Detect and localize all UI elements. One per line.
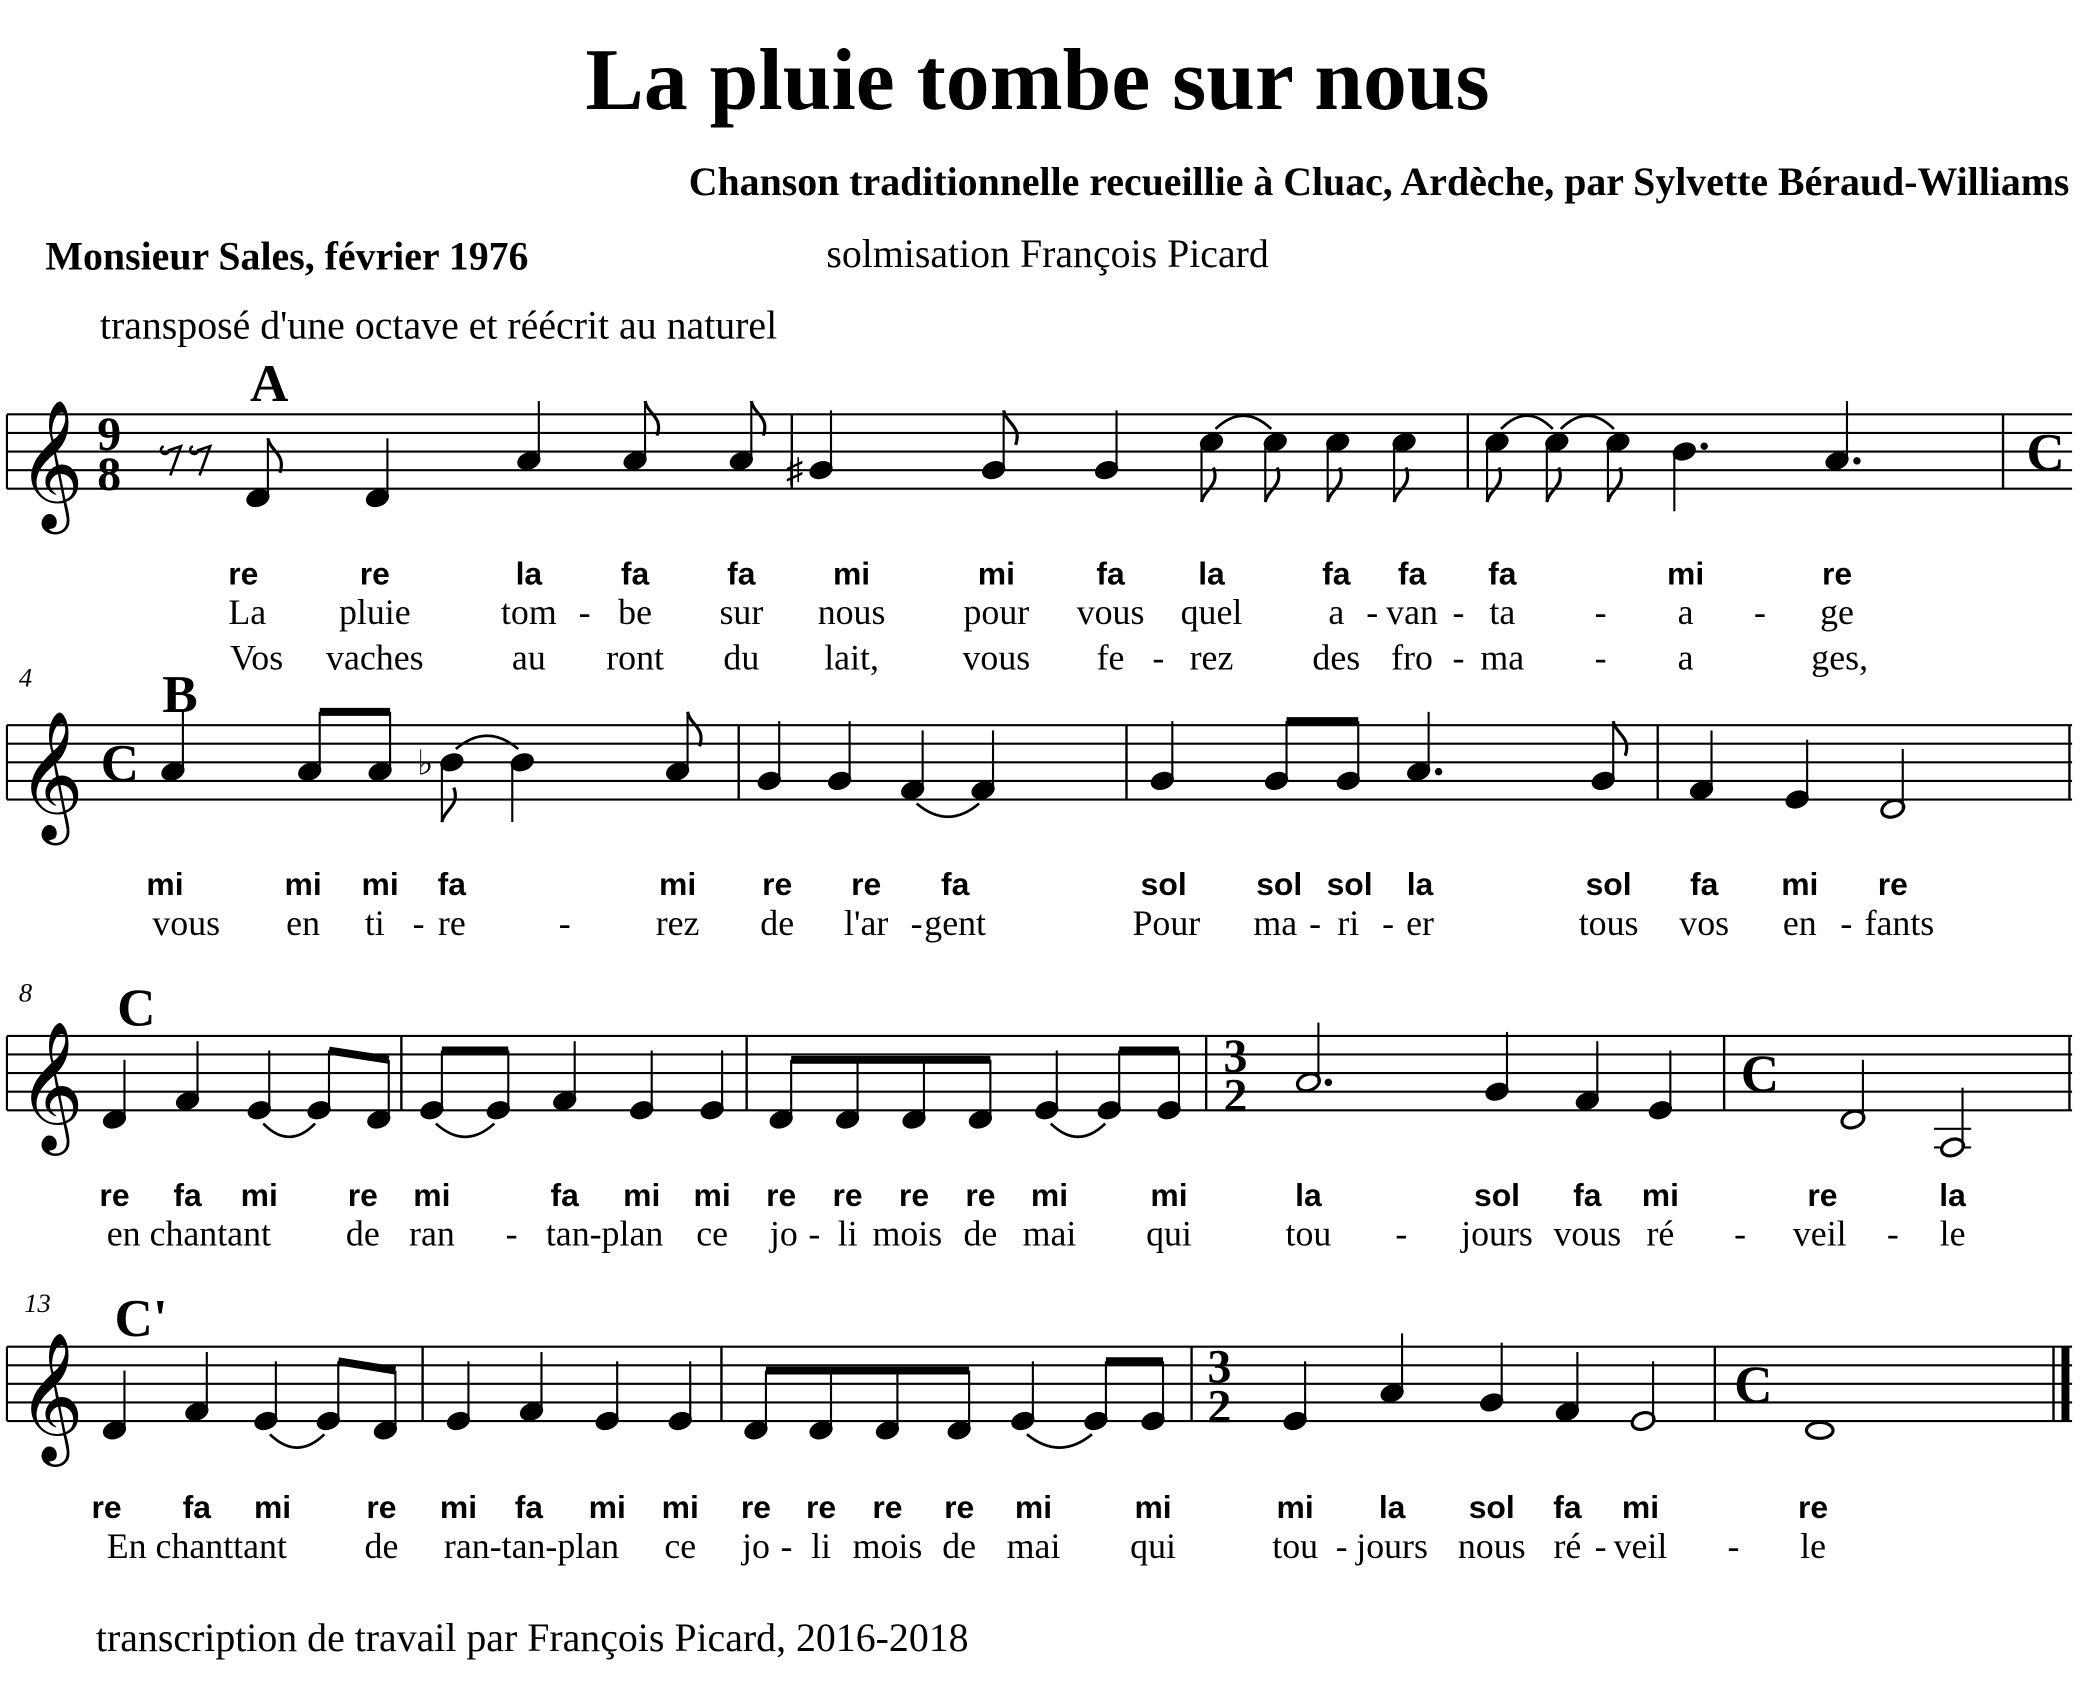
lyric-syllable: tous [1578, 902, 1639, 943]
time-signature-bottom: 8 [97, 448, 122, 502]
solfege-syllable: mi [1150, 1176, 1188, 1213]
solfege-syllable: mi [361, 866, 399, 903]
eighth-flag [1394, 467, 1408, 502]
solfege-syllable: la [1406, 866, 1434, 903]
solfege-syllable: mi [1641, 1176, 1679, 1213]
lyric-syllable: ront [606, 637, 664, 678]
lyric-syllable: qui [1130, 1525, 1176, 1566]
lyric-syllable: veil [1792, 1213, 1847, 1254]
lyric-syllable: l'ar [844, 902, 889, 943]
lyric-syllable: ce [664, 1525, 697, 1566]
solfege-syllable: fa [514, 1488, 544, 1525]
lyric-syllable: ce [696, 1213, 729, 1254]
solfege-syllable: mi [1276, 1488, 1314, 1525]
lyric-syllable: des [1312, 637, 1361, 678]
solfege-syllable: re [1821, 555, 1853, 592]
lyric-hyphen: - [780, 1525, 793, 1566]
section-label: C' [114, 1290, 168, 1349]
solfege-syllable: fa [1322, 555, 1351, 592]
tie [270, 1434, 324, 1447]
solfege-syllable: fa [620, 555, 650, 592]
lyric-syllable: tan-plan [545, 1213, 664, 1254]
lyric-syllable: ran [409, 1213, 455, 1254]
treble-clef-icon: 𝄞 [17, 401, 84, 527]
staff-system [7, 355, 2072, 677]
lyric-syllable: mai [1006, 1525, 1061, 1566]
solfege-syllable: sol [1468, 1488, 1515, 1525]
time-signature-common: C [1734, 1356, 1773, 1415]
measure-number: 4 [18, 662, 33, 693]
section-label: A [249, 355, 289, 414]
lyric-syllable: fe [1096, 637, 1125, 678]
lyric-syllable: ma [1480, 637, 1525, 678]
lyric-syllable: tom [500, 592, 557, 633]
solfege-syllable: fa [727, 555, 756, 592]
lyric-syllable: ma [1253, 902, 1298, 943]
solfege-syllable: re [832, 1176, 863, 1213]
solfege-syllable: mi [146, 866, 184, 903]
lyric-syllable: a [1677, 592, 1694, 633]
lyric-syllable: pour [963, 592, 1030, 633]
eighth-flag [1487, 467, 1501, 502]
time-signature-top: 3 [1207, 1340, 1232, 1394]
solfege-syllable: sol [1140, 866, 1187, 903]
solfege-syllable: re [228, 555, 259, 592]
solfege-syllable: fa [182, 1488, 212, 1525]
solfege-syllable: re [347, 1176, 378, 1213]
measure-number: 8 [18, 977, 33, 1008]
solfege-syllable: la [1378, 1488, 1406, 1525]
solfege-syllable: mi [1030, 1176, 1069, 1213]
solfege-syllable: re [99, 1176, 130, 1213]
solfege-syllable: mi [439, 1488, 478, 1525]
lyric-syllable: li [837, 1213, 858, 1254]
beam [338, 1361, 395, 1370]
informant-date: Monsieur Sales, février 1976 [45, 233, 529, 279]
solfege-syllable: re [898, 1176, 930, 1213]
augmentation-dot [1325, 1079, 1332, 1086]
lyric-syllable: nous [1457, 1525, 1526, 1566]
lyric-syllable: vaches [326, 637, 424, 678]
solfege-syllable: re [740, 1488, 772, 1525]
tie [1561, 416, 1614, 429]
lyric-hyphen: - [1152, 637, 1165, 678]
solfege-syllable: mi [284, 866, 322, 903]
time-signature-common: C [1740, 1045, 1780, 1104]
lyric-syllable: tou [1272, 1525, 1319, 1566]
eighth-flag [1613, 721, 1627, 756]
solfege-syllable: re [91, 1488, 122, 1525]
lyric-syllable: mai [1022, 1213, 1077, 1254]
flat-icon: ♭ [417, 744, 434, 783]
solfege-syllable: fa [550, 1176, 579, 1213]
lyric-hyphen: - [558, 902, 571, 943]
lyric-hyphen: - [1754, 592, 1766, 633]
solfege-syllable: re [1877, 866, 1908, 903]
tie [1027, 1434, 1092, 1447]
lyric-hyphen: - [505, 1213, 518, 1254]
solfege-syllable: la [1939, 1176, 1966, 1213]
lyric-hyphen: - [1309, 902, 1322, 943]
solfege-syllable: sol [1256, 866, 1303, 903]
lyric-syllable: quel [1180, 592, 1243, 633]
eighth-flag [1265, 467, 1279, 502]
lyric-syllable: le [1939, 1213, 1966, 1254]
solfege-syllable: mi [1014, 1488, 1053, 1525]
time-signature-common: C [2026, 424, 2065, 483]
solfege-syllable: re [965, 1176, 996, 1213]
tie [1501, 416, 1553, 429]
time-signature-top: 9 [97, 408, 122, 462]
solfege-syllable: mi [661, 1488, 699, 1525]
eighth-flag [442, 788, 456, 823]
eighth-flag [688, 712, 702, 747]
song-title: La pluie tombe sur nous [585, 30, 1490, 128]
solfege-syllable: mi [1134, 1488, 1172, 1525]
solfege-syllable: la [1198, 555, 1225, 592]
final-barline-thick [2061, 1347, 2069, 1421]
music-systems [7, 355, 2072, 1566]
eighth-flag [268, 438, 282, 473]
lyric-syllable: sur [719, 592, 764, 633]
section-label: B [162, 665, 198, 724]
lyric-syllable: er [1406, 902, 1434, 943]
staff-system [7, 977, 2072, 1253]
eighth-flag [1004, 410, 1018, 445]
lyric-hyphen: - [1452, 592, 1465, 633]
lyric-hyphen: - [1727, 1525, 1740, 1566]
footer-credit: transcription de travail par François Picard, 2016-2018 [95, 1614, 969, 1660]
lyric-syllable: ta [1489, 592, 1516, 633]
lyric-syllable: rez [1189, 637, 1234, 678]
treble-clef-icon: 𝄞 [17, 1022, 84, 1148]
sharp-icon: ♯ [785, 452, 804, 491]
lyric-hyphen: - [1395, 1213, 1408, 1254]
measure-number: 13 [24, 1288, 51, 1319]
solfege-syllable: mi [240, 1176, 278, 1213]
lyric-syllable: tou [1285, 1213, 1332, 1254]
solfege-syllable: sol [1585, 866, 1632, 903]
solfege-syllable: fa [1488, 555, 1517, 592]
lyric-syllable: de [942, 1525, 977, 1566]
lyric-syllable: mois [872, 1213, 943, 1254]
lyric-syllable: ré [1646, 1213, 1675, 1254]
tie [1215, 416, 1271, 429]
lyric-syllable: fants [1864, 902, 1935, 943]
solfege-syllable: mi [1781, 866, 1819, 903]
solfege-syllable: mi [413, 1176, 451, 1213]
lyric-syllable: jours [1461, 1213, 1533, 1254]
solfege-syllable: re [872, 1488, 903, 1525]
solfege-syllable: fa [941, 866, 970, 903]
solfege-syllable: mi [832, 555, 871, 592]
transposition-note: transposé d'une octave et réécrit au naturel [99, 302, 778, 348]
lyric-syllable: a [1328, 592, 1345, 633]
solfege-syllable: fa [173, 1176, 202, 1213]
lyric-hyphen: - [1594, 592, 1607, 633]
lyric-syllable: du [723, 637, 760, 678]
lyric-syllable: de [963, 1213, 998, 1254]
song-subtitle: Chanson traditionnelle recueillie à Cluac, Ardèche, par Sylvette Béraud-Williams [688, 159, 2070, 205]
lyric-hyphen: - [578, 592, 591, 633]
solfege-syllable: re [1798, 1488, 1829, 1525]
lyric-hyphen: - [1366, 592, 1379, 633]
lyric-syllable: de [364, 1525, 399, 1566]
lyric-hyphen: - [1594, 1525, 1607, 1566]
tie [456, 736, 518, 749]
solmisation-credit: solmisation François Picard [826, 230, 1269, 276]
lyric-hyphen: - [1840, 902, 1853, 943]
eighth-flag [1328, 467, 1342, 502]
lyric-syllable: gent [924, 902, 987, 943]
lyric-syllable: pluie [338, 592, 411, 633]
lyric-syllable: lait, [824, 637, 879, 678]
lyric-syllable: rez [655, 902, 700, 943]
lyric-hyphen: - [1382, 902, 1395, 943]
tie [917, 803, 979, 816]
solfege-syllable: re [359, 555, 390, 592]
lyric-syllable: vous [152, 902, 221, 943]
solfege-syllable: mi [1667, 555, 1705, 592]
time-signature-bottom: 2 [1207, 1380, 1232, 1434]
lyric-syllable: le [1800, 1525, 1827, 1566]
solfege-syllable: mi [659, 866, 697, 903]
tie [436, 1124, 494, 1137]
eighth-flag [751, 401, 765, 436]
solfege-syllable: fa [1573, 1176, 1602, 1213]
staff-system [7, 663, 2072, 943]
eighth-flag [1547, 467, 1561, 502]
solfege-syllable: mi [623, 1176, 661, 1213]
tie [263, 1124, 315, 1137]
lyric-syllable: jours [1356, 1525, 1428, 1566]
lyric-syllable: en [286, 902, 321, 943]
eighth-flag [645, 401, 659, 436]
lyric-syllable: au [511, 637, 546, 678]
augmentation-dot [1700, 443, 1707, 450]
time-signature-common: C [100, 734, 139, 793]
lyric-syllable: li [811, 1525, 832, 1566]
lyric-syllable: ré [1553, 1525, 1582, 1566]
lyric-syllable: veil [1613, 1525, 1668, 1566]
solfege-syllable: mi [977, 555, 1015, 592]
lyric-syllable: Pour [1132, 902, 1201, 943]
lyric-syllable: ran-tan-plan [443, 1525, 620, 1566]
lyric-syllable: ri [1337, 902, 1360, 943]
lyric-hyphen: - [1452, 637, 1465, 678]
solfege-syllable: la [515, 555, 543, 592]
solfege-syllable: la [1295, 1176, 1322, 1213]
solfege-syllable: fa [1690, 866, 1719, 903]
solfege-syllable: mi [693, 1176, 731, 1213]
lyric-hyphen: - [808, 1213, 821, 1254]
tie [1051, 1124, 1105, 1137]
section-label: C [117, 979, 156, 1038]
solfege-syllable: re [851, 866, 882, 903]
lyric-syllable: ge [1820, 592, 1854, 633]
lyric-syllable: be [618, 592, 653, 633]
lyric-syllable: de [760, 902, 795, 943]
lyric-hyphen: - [412, 902, 425, 943]
staff-system [7, 1288, 2072, 1566]
lyric-syllable: mois [852, 1525, 923, 1566]
lyric-syllable: en chantant [106, 1213, 271, 1254]
lyric-syllable: ti [364, 902, 385, 943]
lyric-syllable: de [345, 1213, 380, 1254]
time-signature-bottom: 2 [1223, 1069, 1248, 1123]
solfege-syllable: mi [1621, 1488, 1660, 1525]
beam [329, 1051, 389, 1060]
lyric-syllable: En chanttant [106, 1525, 287, 1566]
lyric-syllable: jo [742, 1525, 770, 1566]
eighth-flag [1608, 467, 1622, 502]
lyric-hyphen: - [1594, 637, 1607, 678]
lyric-syllable: vous [1076, 592, 1145, 633]
solfege-syllable: fa [1096, 555, 1125, 592]
lyric-syllable: vous [962, 637, 1031, 678]
lyric-syllable: fro [1391, 637, 1433, 678]
solfege-syllable: fa [1553, 1488, 1582, 1525]
lyric-syllable: nous [817, 592, 886, 633]
lyric-syllable: re [437, 902, 466, 943]
lyric-hyphen: - [910, 902, 923, 943]
lyric-syllable: vos [1679, 902, 1730, 943]
augmentation-dot [1853, 457, 1860, 464]
lyric-syllable: jo [769, 1213, 798, 1254]
augmentation-dot [1435, 768, 1442, 775]
solfege-syllable: mi [253, 1488, 292, 1525]
solfege-syllable: sol [1474, 1176, 1521, 1213]
treble-clef-icon: 𝄞 [17, 1333, 84, 1459]
solfege-syllable: mi [588, 1488, 626, 1525]
lyric-hyphen: - [1886, 1213, 1899, 1254]
eighth-flag [1202, 467, 1216, 502]
solfege-syllable: fa [1397, 555, 1427, 592]
time-signature-top: 3 [1223, 1029, 1248, 1083]
notehead [1806, 1422, 1833, 1438]
solfege-syllable: re [766, 1176, 797, 1213]
lyric-syllable: a [1677, 637, 1694, 678]
lyric-syllable: ges, [1811, 637, 1869, 678]
treble-clef-icon: 𝄞 [17, 711, 84, 837]
solfege-syllable: fa [437, 866, 466, 903]
lyric-syllable: La [228, 592, 267, 633]
solfege-syllable: sol [1326, 866, 1373, 903]
solfege-syllable: re [805, 1488, 837, 1525]
solfege-syllable: re [944, 1488, 975, 1525]
lyric-hyphen: - [1335, 1525, 1348, 1566]
lyric-syllable: Vos [230, 637, 284, 678]
lyric-syllable: van [1386, 592, 1438, 633]
lyric-syllable: vous [1553, 1213, 1622, 1254]
lyric-hyphen: - [1734, 1213, 1747, 1254]
solfege-syllable: re [762, 866, 793, 903]
solfege-syllable: re [1807, 1176, 1838, 1213]
lyric-syllable: en [1782, 902, 1817, 943]
solfege-syllable: re [366, 1488, 397, 1525]
lyric-syllable: qui [1146, 1213, 1192, 1254]
